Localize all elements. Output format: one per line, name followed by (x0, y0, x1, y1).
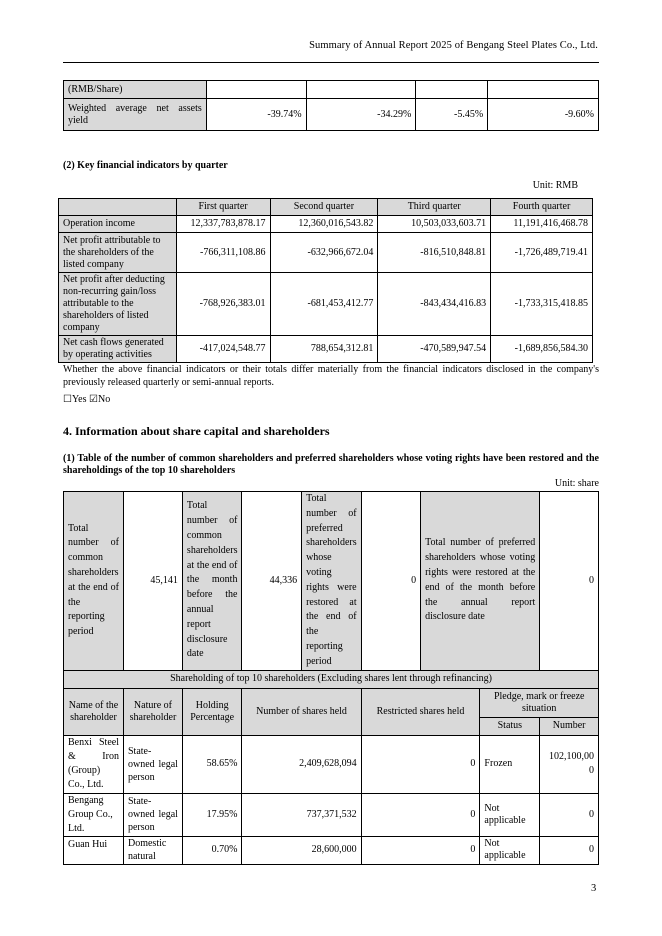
shares-unit: Unit: share (554, 478, 599, 489)
running-header: Summary of Annual Report 2025 of Bengang Steel Plates Co., Ltd. (309, 40, 598, 51)
shareholder-pct: 58.65% (182, 735, 242, 793)
cell-value: -9.60% (488, 99, 599, 131)
shareholder-number: 0 (540, 793, 599, 836)
table-row (64, 670, 599, 688)
table-row (59, 273, 593, 336)
row-label: Weighted average net assets yield (64, 99, 207, 131)
label-common-month: Total number of common shareholders at the end of the month before the annual report disclosure date (182, 492, 242, 671)
table-header (64, 688, 599, 717)
shareholder-restricted: 0 (361, 793, 480, 836)
quarterly-table (58, 198, 593, 363)
cell-value: -470,589,947.54 (378, 336, 491, 363)
cell-value: -843,434,416.83 (378, 273, 491, 336)
page-number: 3 (591, 883, 597, 894)
column-header: Restricted shares held (361, 688, 480, 735)
column-header: Number (540, 717, 599, 735)
column-header: Third quarter (378, 199, 491, 216)
quarterly-heading: (2) Key financial indicators by quarter (63, 160, 228, 171)
cell-value: -768,926,383.01 (176, 273, 270, 336)
column-header: Second quarter (270, 199, 378, 216)
column-header: Name of the shareholder (64, 688, 124, 735)
shareholder-shares: 737,371,532 (242, 793, 361, 836)
label-total-common: Total number of common shareholders at the end of the reporting period (64, 492, 124, 671)
cell-value: 10,503,033,603.71 (378, 216, 491, 233)
shareholder-name: Guan Hui (64, 836, 124, 864)
table-row (64, 492, 599, 671)
table-row (64, 735, 599, 793)
column-header: First quarter (176, 199, 270, 216)
row-label: Operation income (59, 216, 177, 233)
disclosure-note: Whether the above financial indicators or their totals differ materially from the financial indicators disclosed in the company's previously released quarterly or semi-annual reports. (63, 364, 599, 388)
cell-value: -1,726,489,719.41 (491, 233, 593, 273)
cell-value: -816,510,848.81 (378, 233, 491, 273)
shareholder-pct: 17.95% (182, 793, 242, 836)
shareholder-status: Frozen (480, 735, 540, 793)
shareholder-restricted: 0 (361, 836, 480, 864)
row-label: (RMB/Share) (64, 81, 207, 99)
shareholder-name: Benxi Steel & Iron (Group) Co., Ltd. (64, 735, 124, 793)
shareholder-nature: State-owned legal person (123, 735, 182, 793)
row-label: Net cash flows generated by operating activities (59, 336, 177, 363)
table-row (64, 99, 599, 131)
cell-value: -632,966,672.04 (270, 233, 378, 273)
shareholder-number: 102,100,000 (540, 735, 599, 793)
shareholder-status: Not applicable (480, 836, 540, 864)
shareholder-name: Bengang Group Co., Ltd. (64, 793, 124, 836)
cell-value: -417,024,548.77 (176, 336, 270, 363)
table-row (59, 216, 593, 233)
top10-title: Shareholding of top 10 shareholders (Excluding shares lent through refinancing) (64, 670, 599, 688)
value-total-common: 45,141 (123, 492, 182, 671)
shareholder-restricted: 0 (361, 735, 480, 793)
table-row (64, 836, 599, 864)
label-pref-month: Total number of preferred shareholders whose voting rights were restored at the end of the month before the annual report disclosure date (421, 492, 540, 671)
shareholder-shares: 28,600,000 (242, 836, 361, 864)
cell-value: -5.45% (416, 99, 488, 131)
quarterly-unit: Unit: RMB (532, 180, 578, 191)
row-label: Net profit attributable to the shareholders of the listed company (59, 233, 177, 273)
header-rule (63, 62, 599, 63)
cell-value: -681,453,412.77 (270, 273, 378, 336)
cell-value: -766,311,108.86 (176, 233, 270, 273)
value-pref-restored: 0 (361, 492, 420, 671)
cell-value: -1,689,856,584.30 (491, 336, 593, 363)
shareholder-shares: 2,409,628,094 (242, 735, 361, 793)
table-header (59, 199, 593, 216)
section-subtitle: (1) Table of the number of common shareholders and preferred shareholders whose voting rights have been restored and the shareholdings of the top 10 shareholders (63, 453, 599, 476)
column-header: Nature of shareholder (123, 688, 182, 735)
value-pref-month: 0 (540, 492, 599, 671)
table-row (59, 336, 593, 363)
table-row (59, 233, 593, 273)
column-header: Pledge, mark or freeze situation (480, 688, 599, 717)
cell-value: 12,337,783,878.17 (176, 216, 270, 233)
per-share-table (63, 80, 599, 131)
cell-value: 11,191,416,468.78 (491, 216, 593, 233)
cell-value: 788,654,312.81 (270, 336, 378, 363)
section-title: 4. Information about share capital and shareholders (63, 424, 330, 438)
cell-value: -34.29% (306, 99, 416, 131)
shareholder-nature: Domestic natural (123, 836, 182, 864)
shareholder-pct: 0.70% (182, 836, 242, 864)
shareholders-table (63, 491, 599, 865)
table-row (64, 793, 599, 836)
column-header: Fourth quarter (491, 199, 593, 216)
label-pref-restored: Total number of preferred shareholders whose voting rights were restored at the end of the reporting period (302, 492, 362, 671)
cell-value: -1,733,315,418.85 (491, 273, 593, 336)
cell-value: -39.74% (206, 99, 306, 131)
value-common-month: 44,336 (242, 492, 302, 671)
column-header: Status (480, 717, 540, 735)
shareholder-nature: State-owned legal person (123, 793, 182, 836)
cell-value: 12,360,016,543.82 (270, 216, 378, 233)
column-header: Holding Percentage (182, 688, 242, 735)
shareholder-status: Not applicable (480, 793, 540, 836)
yes-no-choice: ☐Yes ☑No (63, 394, 111, 405)
row-label: Net profit after deducting non-recurring gain/loss attributable to the shareholders of listed company (59, 273, 177, 336)
shareholder-number: 0 (540, 836, 599, 864)
table-row (64, 81, 599, 99)
column-header: Number of shares held (242, 688, 361, 735)
